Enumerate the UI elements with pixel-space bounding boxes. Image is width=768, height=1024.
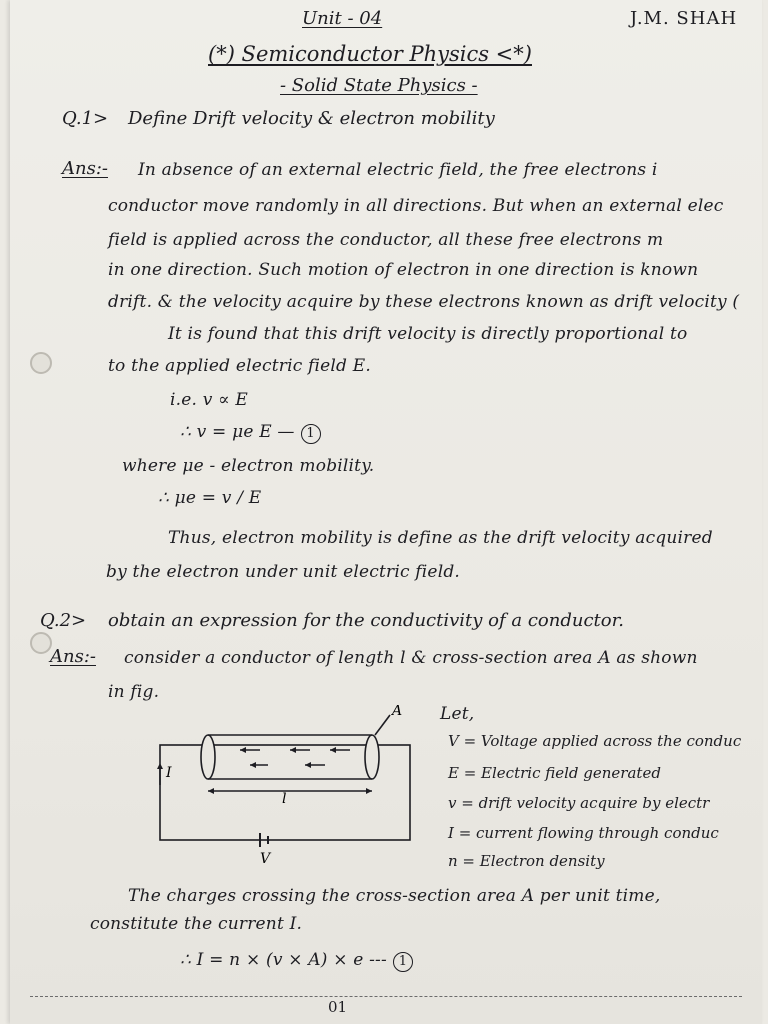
definition-drift-velocity: v = drift velocity acquire by electr [448, 794, 710, 812]
page-subtitle: - Solid State Physics - [280, 75, 478, 96]
q1-line: drift. & the velocity acquire by these electrons known as drift velocity ( [108, 292, 740, 312]
conductor-circuit-figure [150, 705, 420, 865]
conductor-end [201, 735, 215, 779]
area-label: A [392, 705, 403, 719]
length-label: l [282, 791, 287, 807]
page-number: 01 [328, 998, 348, 1016]
q1-question: Define Drift velocity & electron mobility [128, 108, 495, 129]
q2-line: in fig. [108, 682, 160, 702]
q1-conclusion: by the electron under unit electric field. [106, 562, 461, 582]
q2-line: consider a conductor of length l & cross-section area A as shown [124, 648, 698, 668]
q1-line: in one direction. Such motion of electron in one direction is known [108, 260, 699, 280]
conductor-end [365, 735, 379, 779]
binder-hole [30, 632, 52, 654]
author-name: J.M. SHAH [630, 8, 738, 29]
definition-voltage: V = Voltage applied across the conduc [448, 732, 742, 750]
binder-hole [30, 352, 52, 374]
unit-label: Unit - 04 [302, 8, 383, 29]
mobility-formula: ∴ μe = v / E [158, 488, 262, 508]
equation-1: ∴ v = μe E — 1 [180, 422, 321, 444]
q2-question: obtain an expression for the conductivity of a conductor. [108, 610, 624, 631]
definition-current: I = current flowing through conduc [448, 824, 719, 842]
current-label: I [166, 765, 172, 781]
voltage-label: V [260, 851, 271, 865]
q1-line: It is found that this drift velocity is directly proportional to [168, 324, 688, 344]
q2-label: Q.2> [40, 610, 87, 631]
q1-answer-label: Ans:- [62, 158, 108, 179]
definition-field: E = Electric field generated [448, 764, 661, 782]
charge-line: The charges crossing the cross-section area A per unit time, [128, 886, 661, 906]
equation-number: 1 [393, 952, 413, 972]
page-title: (*) Semiconductor Physics <*) [208, 42, 532, 66]
proportional-relation: i.e. v ∝ E [170, 390, 249, 410]
current-equation: ∴ I = n × (v × A) × e --- 1 [180, 950, 413, 972]
let-label: Let, [440, 704, 475, 724]
equation-number: 1 [301, 424, 321, 444]
notebook-page [10, 0, 762, 1024]
q1-line: In absence of an external electric field, the free electrons i [138, 160, 658, 180]
charge-line: constitute the current I. [90, 914, 303, 934]
q1-line: to the applied electric field E. [108, 356, 371, 376]
q1-label: Q.1> [62, 108, 109, 129]
q1-line: conductor move randomly in all directions. But when an external elec [108, 196, 724, 216]
q1-conclusion: Thus, electron mobility is define as the drift velocity acquired [168, 528, 713, 548]
mobility-definition: where μe - electron mobility. [122, 456, 375, 476]
definition-density: n = Electron density [448, 852, 605, 870]
page-divider [30, 996, 742, 997]
q2-answer-label: Ans:- [50, 646, 96, 667]
q1-line: field is applied across the conductor, all these free electrons m [108, 230, 664, 250]
